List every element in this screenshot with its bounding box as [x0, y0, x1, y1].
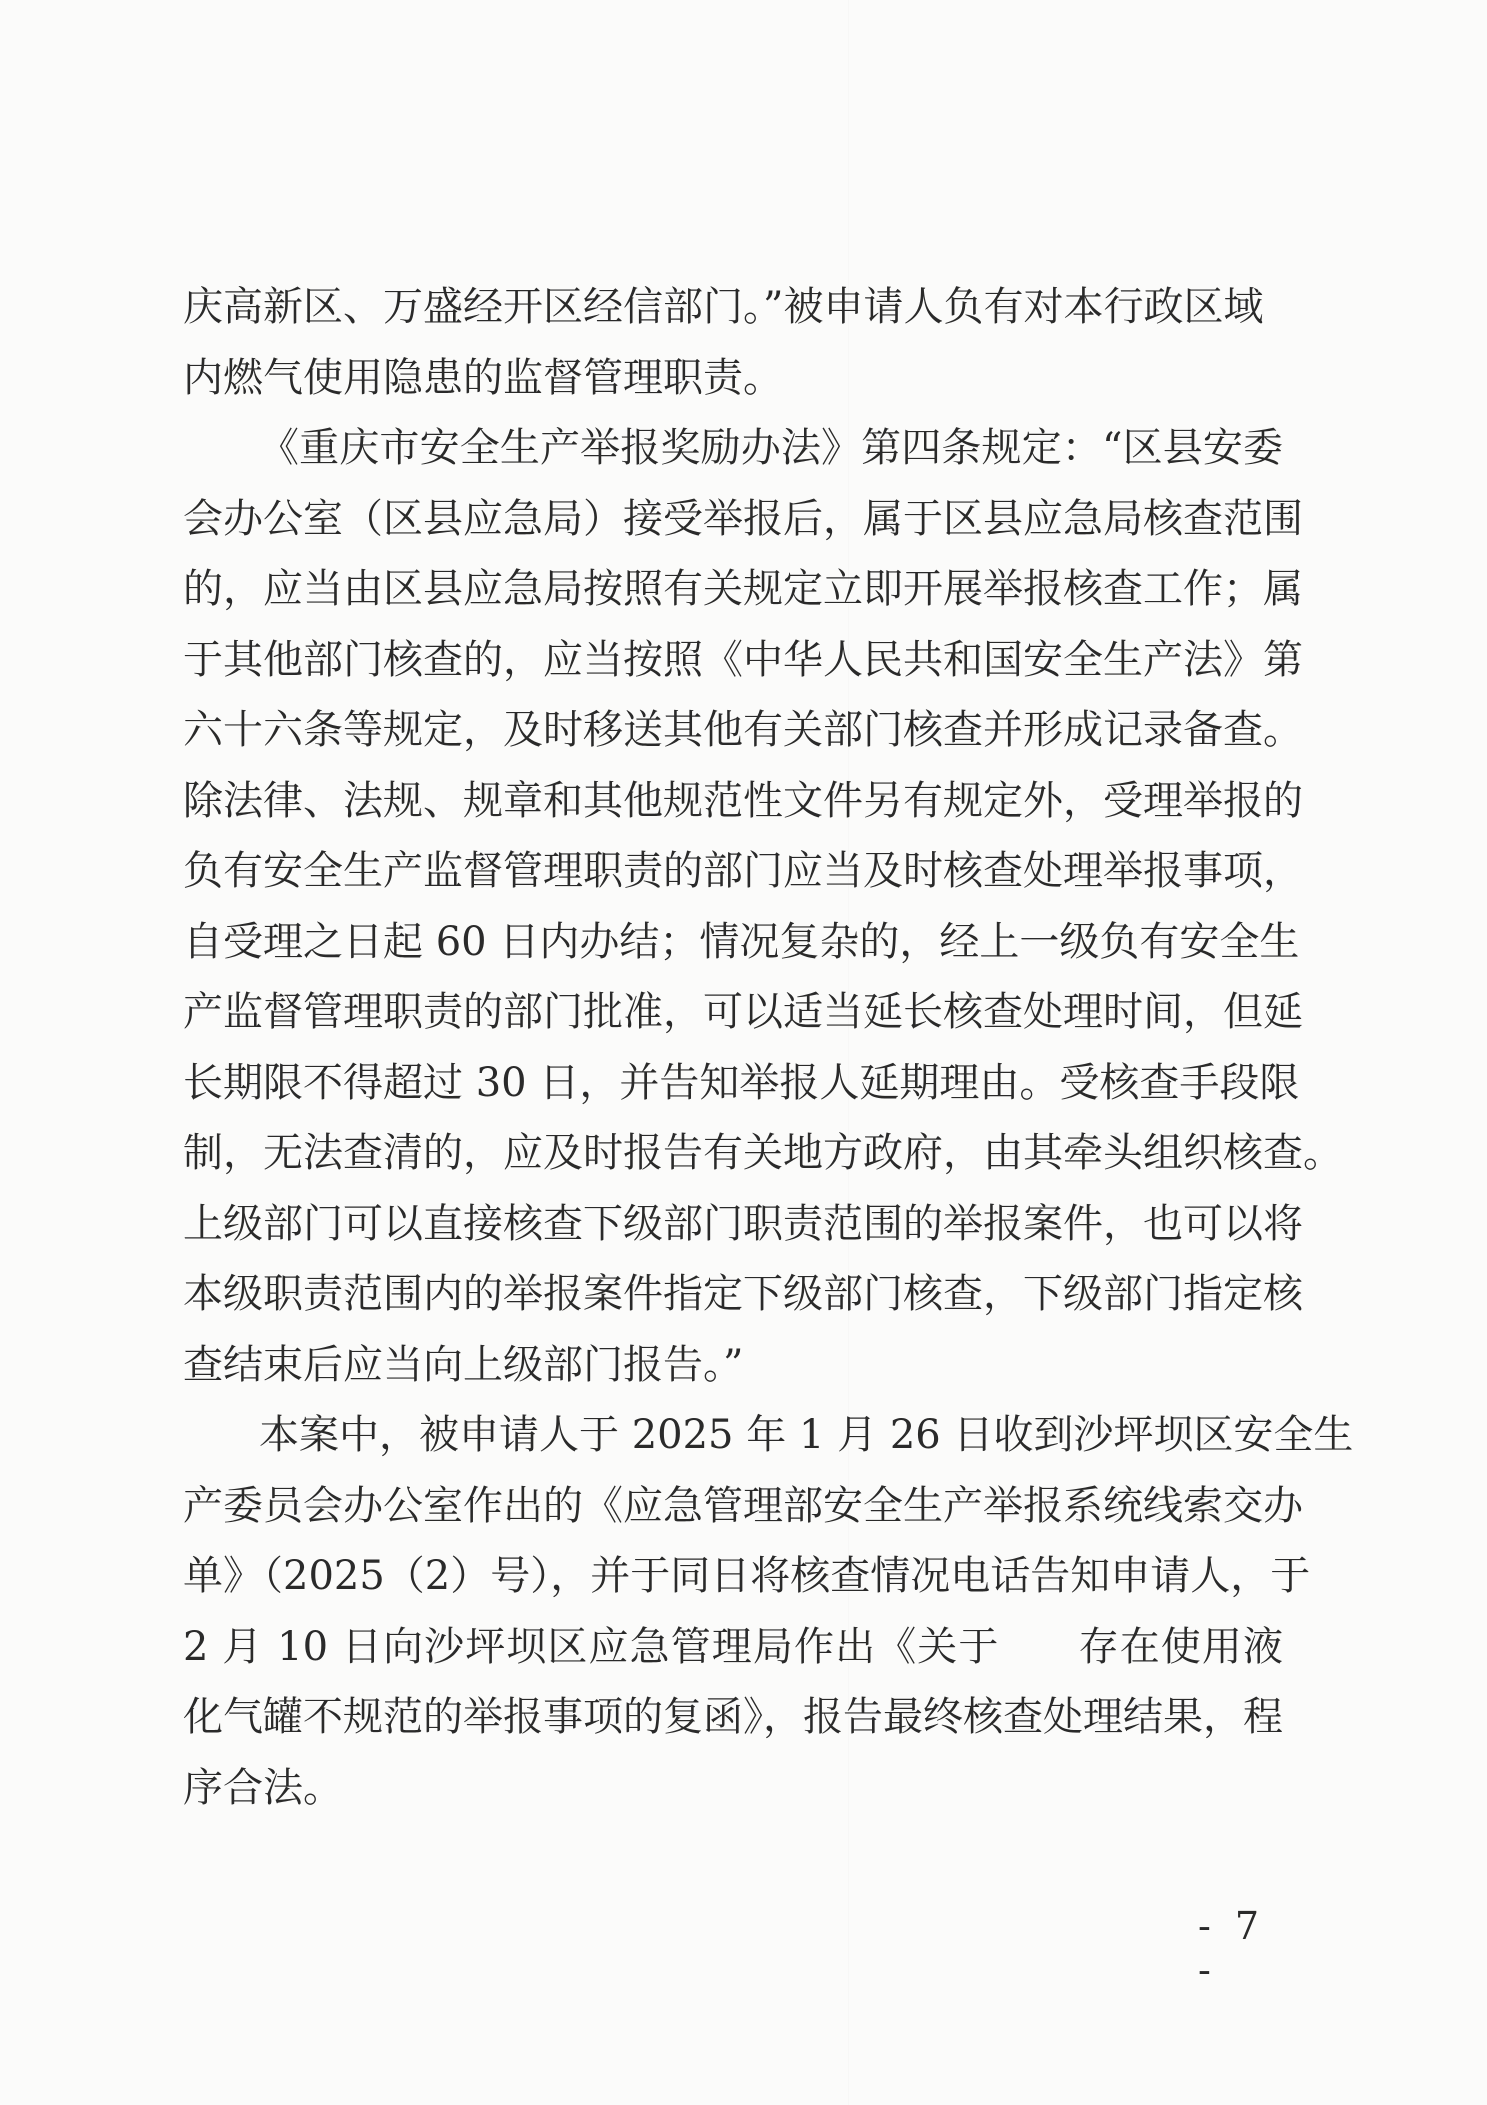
text-line: 内燃气使用隐患的监督管理职责。 — [183, 354, 783, 401]
text-line: 产监督管理职责的部门批准，可以适当延长核查处理时间，但延 — [183, 989, 1303, 1035]
text-after-redaction: 存在使用液 — [1077, 1623, 1284, 1670]
text-line: 单》（2025（2）号），并于同日将核查情况电话告知申请人，于 — [183, 1553, 1311, 1599]
text-line — [183, 1612, 1283, 1683]
text-before-redaction: 2 月 10 日向沙坪坝区应急管理局作出《关于 — [183, 1623, 1000, 1670]
text-line: 本级职责范围内的举报案件指定下级部门核查，下级部门指定核 — [183, 1271, 1303, 1317]
text-line: 本案中，被申请人于 2025 年 1 月 26 日收到沙坪坝区安全生 — [259, 1412, 1354, 1458]
text-line: 序合法。 — [183, 1764, 343, 1811]
text-line: 庆高新区、万盛经开区经信部门。”被申请人负有对本行政区域 — [183, 284, 1264, 330]
text-line: 长期限不得超过 30 日，并告知举报人延期理由。受核查手段限 — [183, 1059, 1300, 1106]
text-line: 于其他部门核查的，应当按照《中华人民共和国安全生产法》第 — [183, 636, 1303, 683]
text-line: 产委员会办公室作出的《应急管理部安全生产举报系统线索交办 — [183, 1482, 1303, 1529]
text-line: 会办公室（区县应急局）接受举报后，属于区县应急局核查范围 — [183, 495, 1303, 542]
text-line: 自受理之日起 60 日内办结；情况复杂的，经上一级负有安全生 — [183, 918, 1300, 965]
text-line: 化气罐不规范的举报事项的复函》，报告最终核查处理结果，程 — [183, 1694, 1283, 1740]
text-line: 六十六条等规定，及时移送其他有关部门核查并形成记录备查。 — [183, 707, 1303, 753]
page-number: - 7 - — [1198, 1904, 1266, 1992]
text-line: 上级部门可以直接核查下级部门职责范围的举报案件，也可以将 — [183, 1200, 1303, 1247]
text-line: 负有安全生产监督管理职责的部门应当及时核查处理举报事项， — [183, 848, 1303, 894]
text-line: 查结束后应当向上级部门报告。” — [183, 1341, 744, 1388]
text-line: 制，无法查清的，应及时报告有关地方政府，由其牵头组织核查。 — [183, 1130, 1343, 1176]
text-line: 除法律、法规、规章和其他规范性文件另有规定外，受理举报的 — [183, 777, 1303, 824]
body-text — [183, 272, 1354, 1823]
text-line: 《重庆市安全生产举报奖励办法》第四条规定：“区县安委 — [259, 425, 1283, 471]
text-line: 的，应当由区县应急局按照有关规定立即开展举报核查工作；属 — [183, 566, 1303, 612]
